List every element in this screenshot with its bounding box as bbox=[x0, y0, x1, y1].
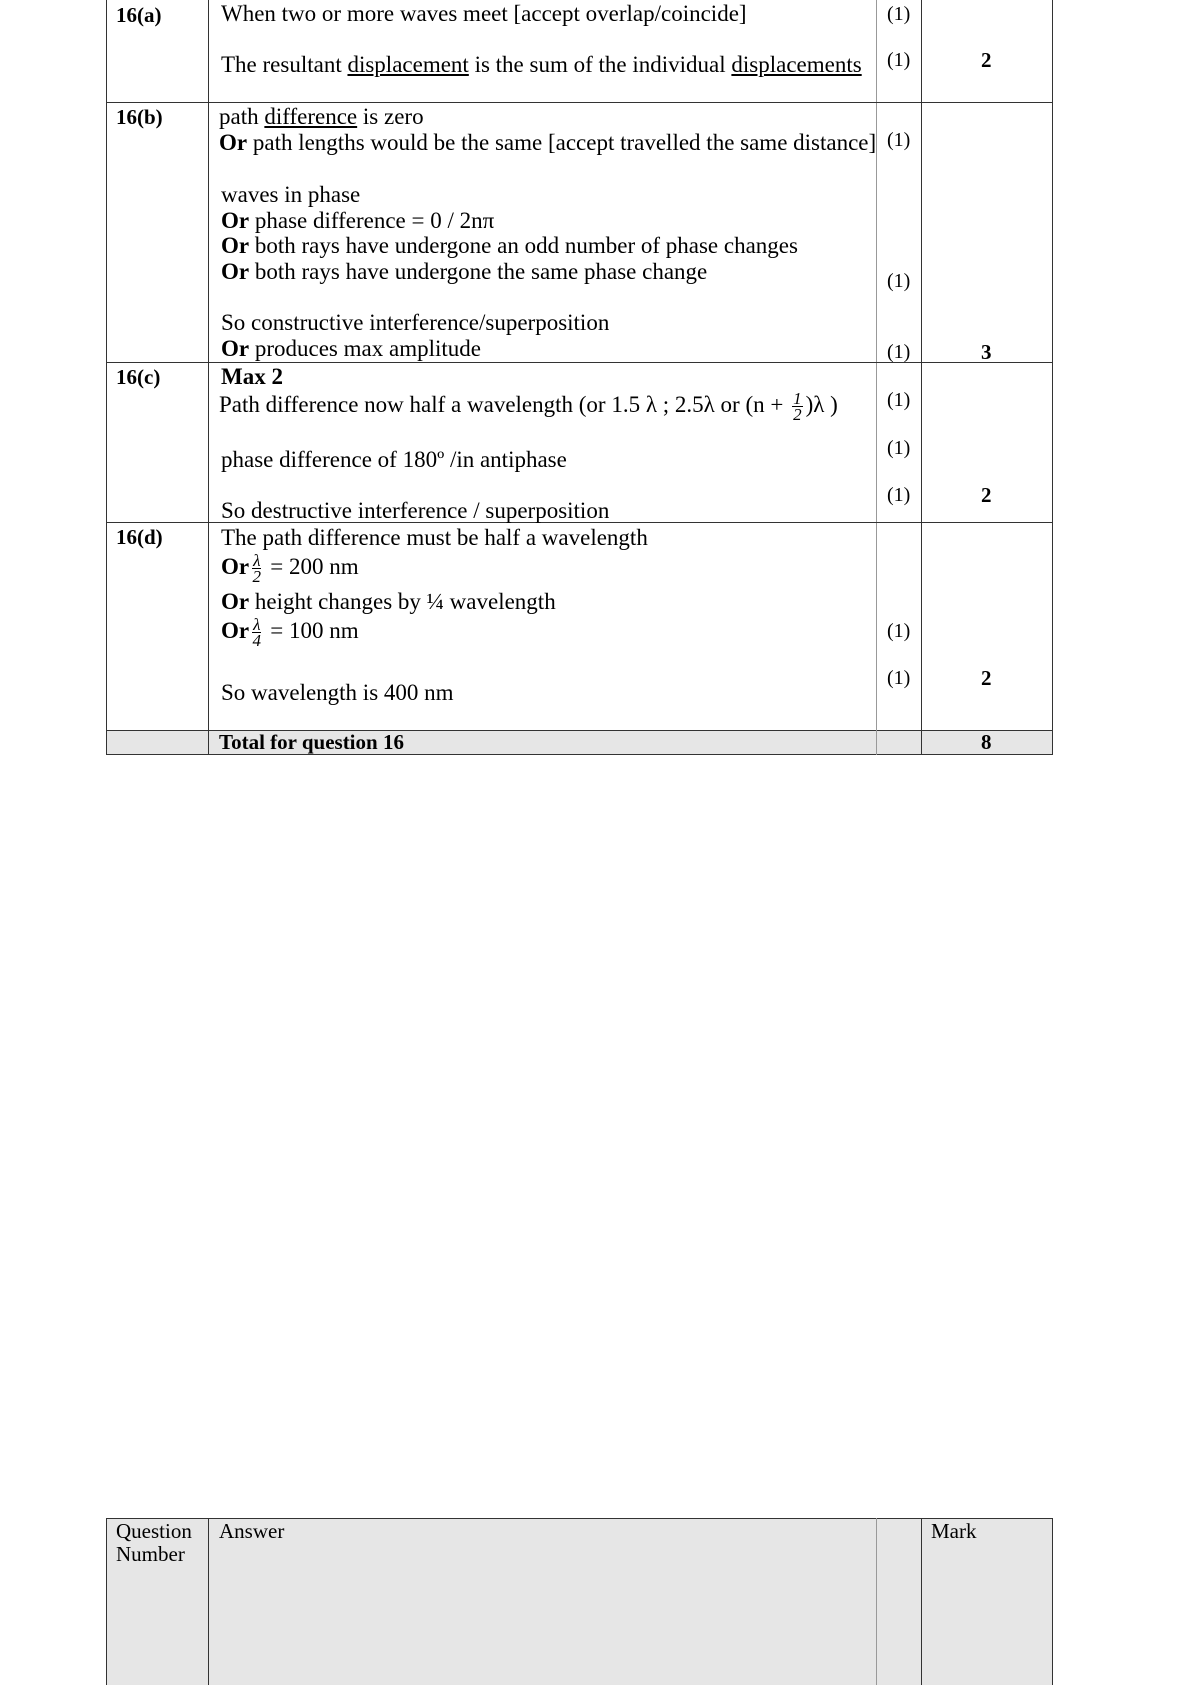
answer-16b-line7: So constructive interference/superposition bbox=[221, 310, 610, 335]
total-16d: 2 bbox=[981, 666, 992, 690]
next-header-divider-1 bbox=[208, 1518, 209, 1685]
mark-16c-2: (1) bbox=[887, 437, 911, 459]
fraction-lambda-over-4: $\frac{\lambda}{4}$ bbox=[252, 615, 262, 651]
table-border-right bbox=[1052, 0, 1053, 754]
answer-16b-line6: Or both rays have undergone the same phase change bbox=[221, 259, 708, 284]
header-number: Number bbox=[116, 1542, 185, 1566]
answer-16b-line3: waves in phase bbox=[221, 182, 361, 207]
question-number-16d: 16(d) bbox=[116, 525, 163, 549]
header-mark: Mark bbox=[931, 1519, 977, 1543]
question-number-16c: 16(c) bbox=[116, 365, 161, 389]
next-header-left bbox=[106, 1518, 107, 1685]
header-answer: Answer bbox=[219, 1519, 285, 1543]
table-divider-number bbox=[208, 0, 209, 754]
question-number-16b: 16(b) bbox=[116, 105, 163, 129]
total-value: 8 bbox=[981, 730, 992, 754]
next-header-divider-2 bbox=[876, 1518, 877, 1685]
answer-16c-line1: Path difference now half a wavelength (or 1.5 λ ; 2.5λ or (n + $\frac{1}{2}$ )λ ) bbox=[219, 389, 838, 425]
total-label: Total for question 16 bbox=[219, 730, 404, 754]
mark-16a-1: (1) bbox=[887, 3, 911, 25]
mark-16c-3: (1) bbox=[887, 484, 911, 506]
total-16c: 2 bbox=[981, 483, 992, 507]
table-border-left bbox=[106, 0, 107, 754]
total-16a: 2 bbox=[981, 48, 992, 72]
table-divider-marks bbox=[876, 0, 877, 754]
fraction-half: $\frac{1}{2}$ bbox=[793, 389, 802, 425]
mark-16c-1: (1) bbox=[887, 389, 911, 411]
mark-16b-2: (1) bbox=[887, 270, 911, 292]
mark-16a-2: (1) bbox=[887, 49, 911, 71]
mark-16b-1: (1) bbox=[887, 129, 911, 151]
answer-16c-line3: So destructive interference / superposition bbox=[221, 498, 610, 523]
answer-16d-line2: Or $\frac{\lambda}{2}$ = 200 nm bbox=[221, 551, 359, 587]
total-row-left bbox=[106, 730, 107, 755]
question-number-16a: 16(a) bbox=[116, 3, 162, 27]
answer-16a-line2: The resultant displacement is the sum of the individual displacements bbox=[221, 52, 862, 77]
next-header-right bbox=[1052, 1518, 1053, 1685]
header-question: Question bbox=[116, 1519, 192, 1543]
answer-16b-line8: Or produces max amplitude bbox=[221, 336, 481, 361]
next-header-divider-3 bbox=[921, 1518, 922, 1685]
answer-16d-line5: So wavelength is 400 nm bbox=[221, 680, 454, 705]
answer-16b-line2: Or path lengths would be the same [accept travelled the same distance] bbox=[219, 130, 877, 155]
mark-16d-2: (1) bbox=[887, 667, 911, 689]
answer-16a-line1: When two or more waves meet [accept overlap/coincide] bbox=[221, 1, 747, 26]
fraction-lambda-over-2: $\frac{\lambda}{2}$ bbox=[252, 551, 262, 587]
answer-16b-line1: path difference is zero bbox=[219, 104, 424, 129]
answer-16d-line1: The path difference must be half a wavelength bbox=[221, 525, 648, 550]
answer-16b-line4: Or phase difference = 0 / 2nπ bbox=[221, 208, 495, 233]
total-row-divider-3 bbox=[921, 730, 922, 755]
mark-16d-1: (1) bbox=[887, 620, 911, 642]
answer-16d-line4: Or $\frac{\lambda}{4}$ = 100 nm bbox=[221, 615, 359, 651]
answer-16c-max: Max 2 bbox=[221, 364, 283, 389]
total-row-divider-2 bbox=[876, 730, 877, 755]
mark-16b-3: (1) bbox=[887, 341, 911, 363]
total-row-divider-1 bbox=[208, 730, 209, 755]
next-header-background bbox=[107, 1519, 1052, 1685]
answer-16b-line5: Or both rays have undergone an odd number of phase changes bbox=[221, 233, 798, 258]
answer-16d-line3: Or height changes by ¼ wavelength bbox=[221, 589, 556, 614]
answer-16c-line2: phase difference of 180º /in antiphase bbox=[221, 447, 567, 472]
table-divider-total bbox=[921, 0, 922, 754]
total-16b: 3 bbox=[981, 340, 992, 364]
